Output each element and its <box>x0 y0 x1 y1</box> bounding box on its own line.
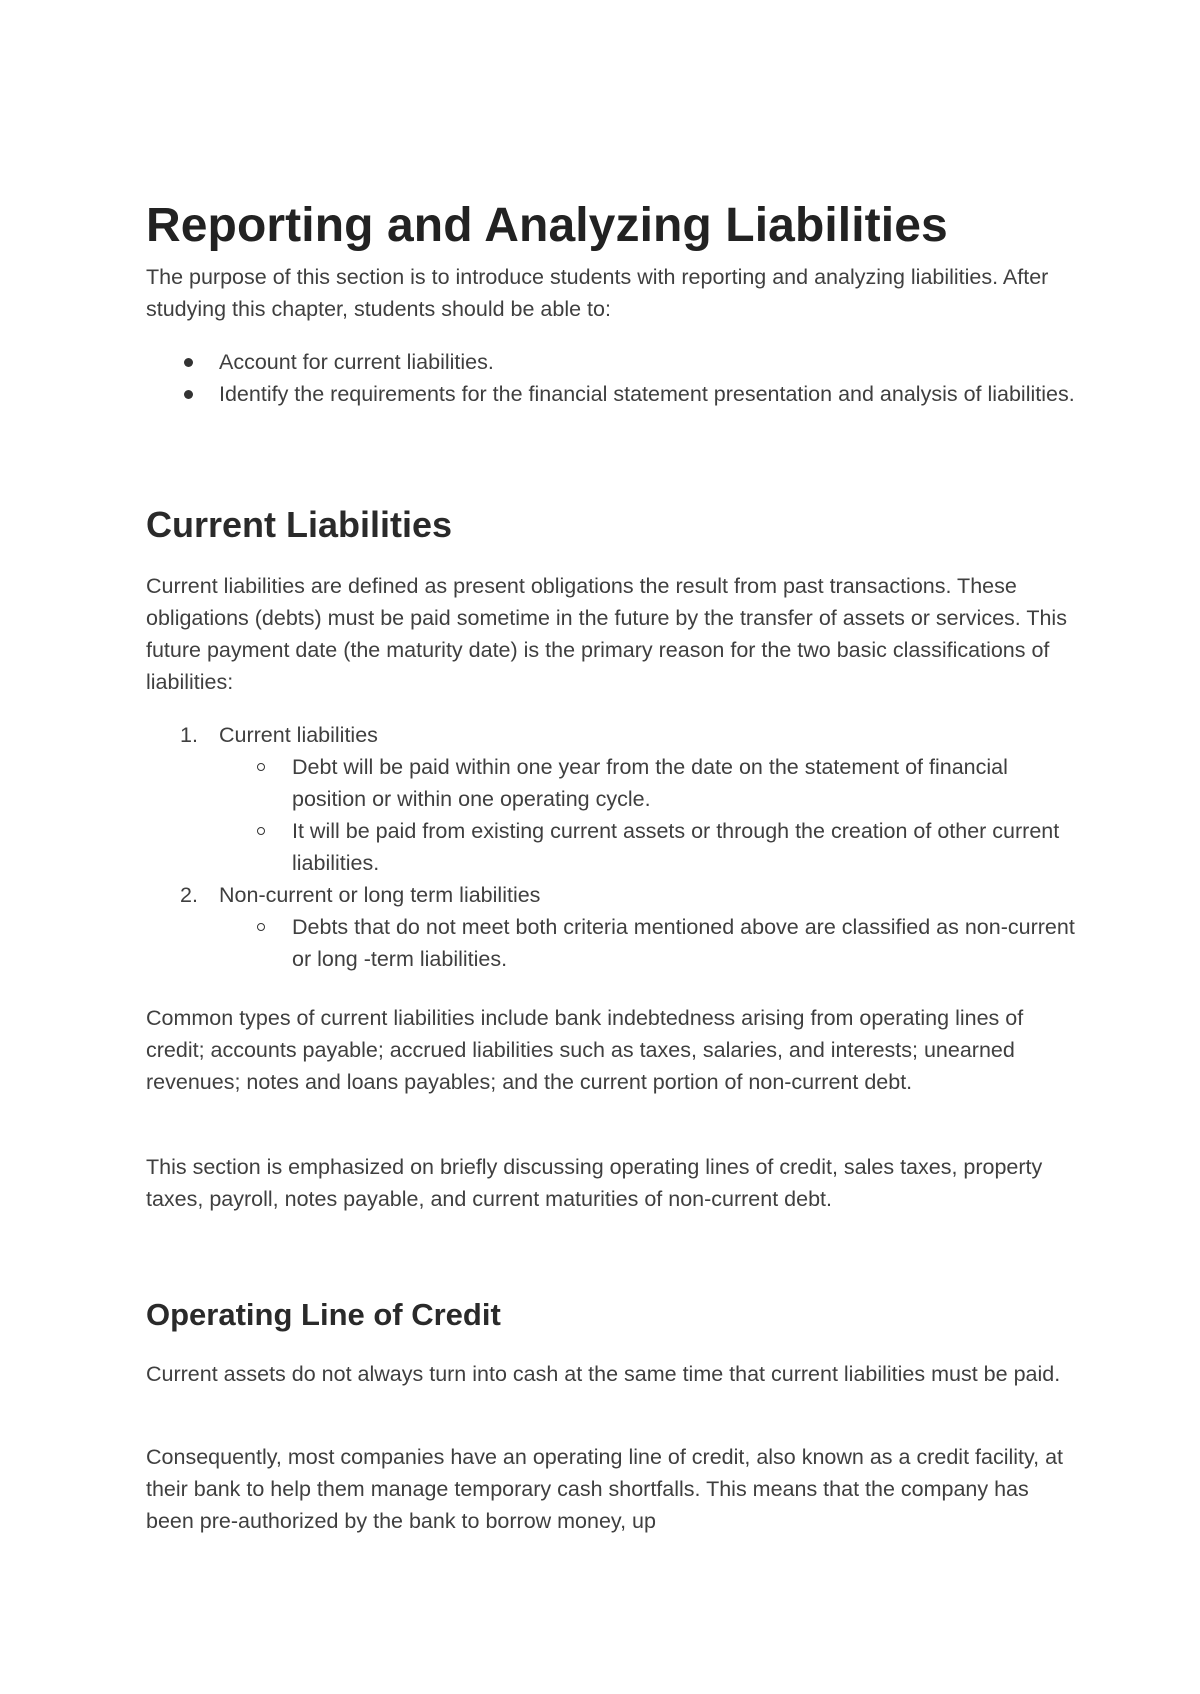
operating-line-paragraph-2: Consequently, most companies have an operating line of credit, also known as a credit facility, at their bank to help them manage temporary cash shortfalls. This means that the company has been pre-authorized by the bank to borrow money, up <box>146 1445 1064 1533</box>
emphasis-section <box>146 1151 1076 1215</box>
classifications-list <box>146 719 1076 975</box>
circle-bullet-icon <box>257 763 265 771</box>
objective-text: Identify the requirements for the financial statement presentation and analysis of liabilities. <box>219 382 1075 406</box>
classification-item <box>146 879 1076 911</box>
operating-line-section-1 <box>146 1358 1076 1390</box>
circle-bullet-icon <box>257 923 265 931</box>
objective-text: Account for current liabilities. <box>219 350 494 374</box>
bullet-icon <box>184 390 193 399</box>
objective-item <box>146 378 1076 410</box>
classification-point <box>146 751 1076 815</box>
list-number: 2. <box>180 883 198 907</box>
operating-line-section-2 <box>146 1441 1076 1537</box>
section-heading-current-liabilities: Current Liabilities <box>146 504 453 545</box>
circle-bullet-icon <box>257 827 265 835</box>
current-liabilities-heading-block <box>146 504 1076 546</box>
current-liabilities-intro <box>146 570 1076 698</box>
classification-point <box>146 911 1076 975</box>
list-number: 1. <box>180 723 198 747</box>
types-section <box>146 1002 1076 1098</box>
point-text: Debt will be paid within one year from the date on the statement of financial position or within one operating cycle. <box>292 755 1008 811</box>
operating-line-heading-block <box>146 1297 1076 1333</box>
operating-line-paragraph-1: Current assets do not always turn into cash at the same time that current liabilities must be paid. <box>146 1362 1061 1386</box>
classification-label: Current liabilities <box>219 723 378 747</box>
classification-point <box>146 815 1076 879</box>
section-heading-operating-line: Operating Line of Credit <box>146 1297 501 1332</box>
point-text: Debts that do not meet both criteria mentioned above are classified as non-current or long -term liabilities. <box>292 915 1075 971</box>
current-liabilities-paragraph: Current liabilities are defined as present obligations the result from past transactions. These obligations (debts) must be paid sometime in the future by the transfer of assets or services. This future payment date (the maturity date) is the primary reason for the two basic classifications of liabilities: <box>146 574 1067 694</box>
emphasis-paragraph: This section is emphasized on briefly discussing operating lines of credit, sales taxes, property taxes, payroll, notes payable, and current maturities of non-current debt. <box>146 1155 1043 1211</box>
objective-item <box>146 346 1076 378</box>
intro-section <box>146 261 1076 325</box>
intro-paragraph: The purpose of this section is to introduce students with reporting and analyzing liabilities. After studying this chapter, students should be able to: <box>146 265 1049 321</box>
classification-label: Non-current or long term liabilities <box>219 883 541 907</box>
objectives-list <box>146 346 1076 410</box>
document-title: Reporting and Analyzing Liabilities <box>146 199 948 252</box>
classification-item <box>146 719 1076 751</box>
types-paragraph: Common types of current liabilities include bank indebtedness arising from operating lines of credit; accounts payable; accrued liabilities such as taxes, salaries, and interests; unearned revenues; notes and loans payables; and the current portion of non-current debt. <box>146 1006 1024 1094</box>
bullet-icon <box>184 358 193 367</box>
point-text: It will be paid from existing current assets or through the creation of other current liabilities. <box>292 819 1060 875</box>
